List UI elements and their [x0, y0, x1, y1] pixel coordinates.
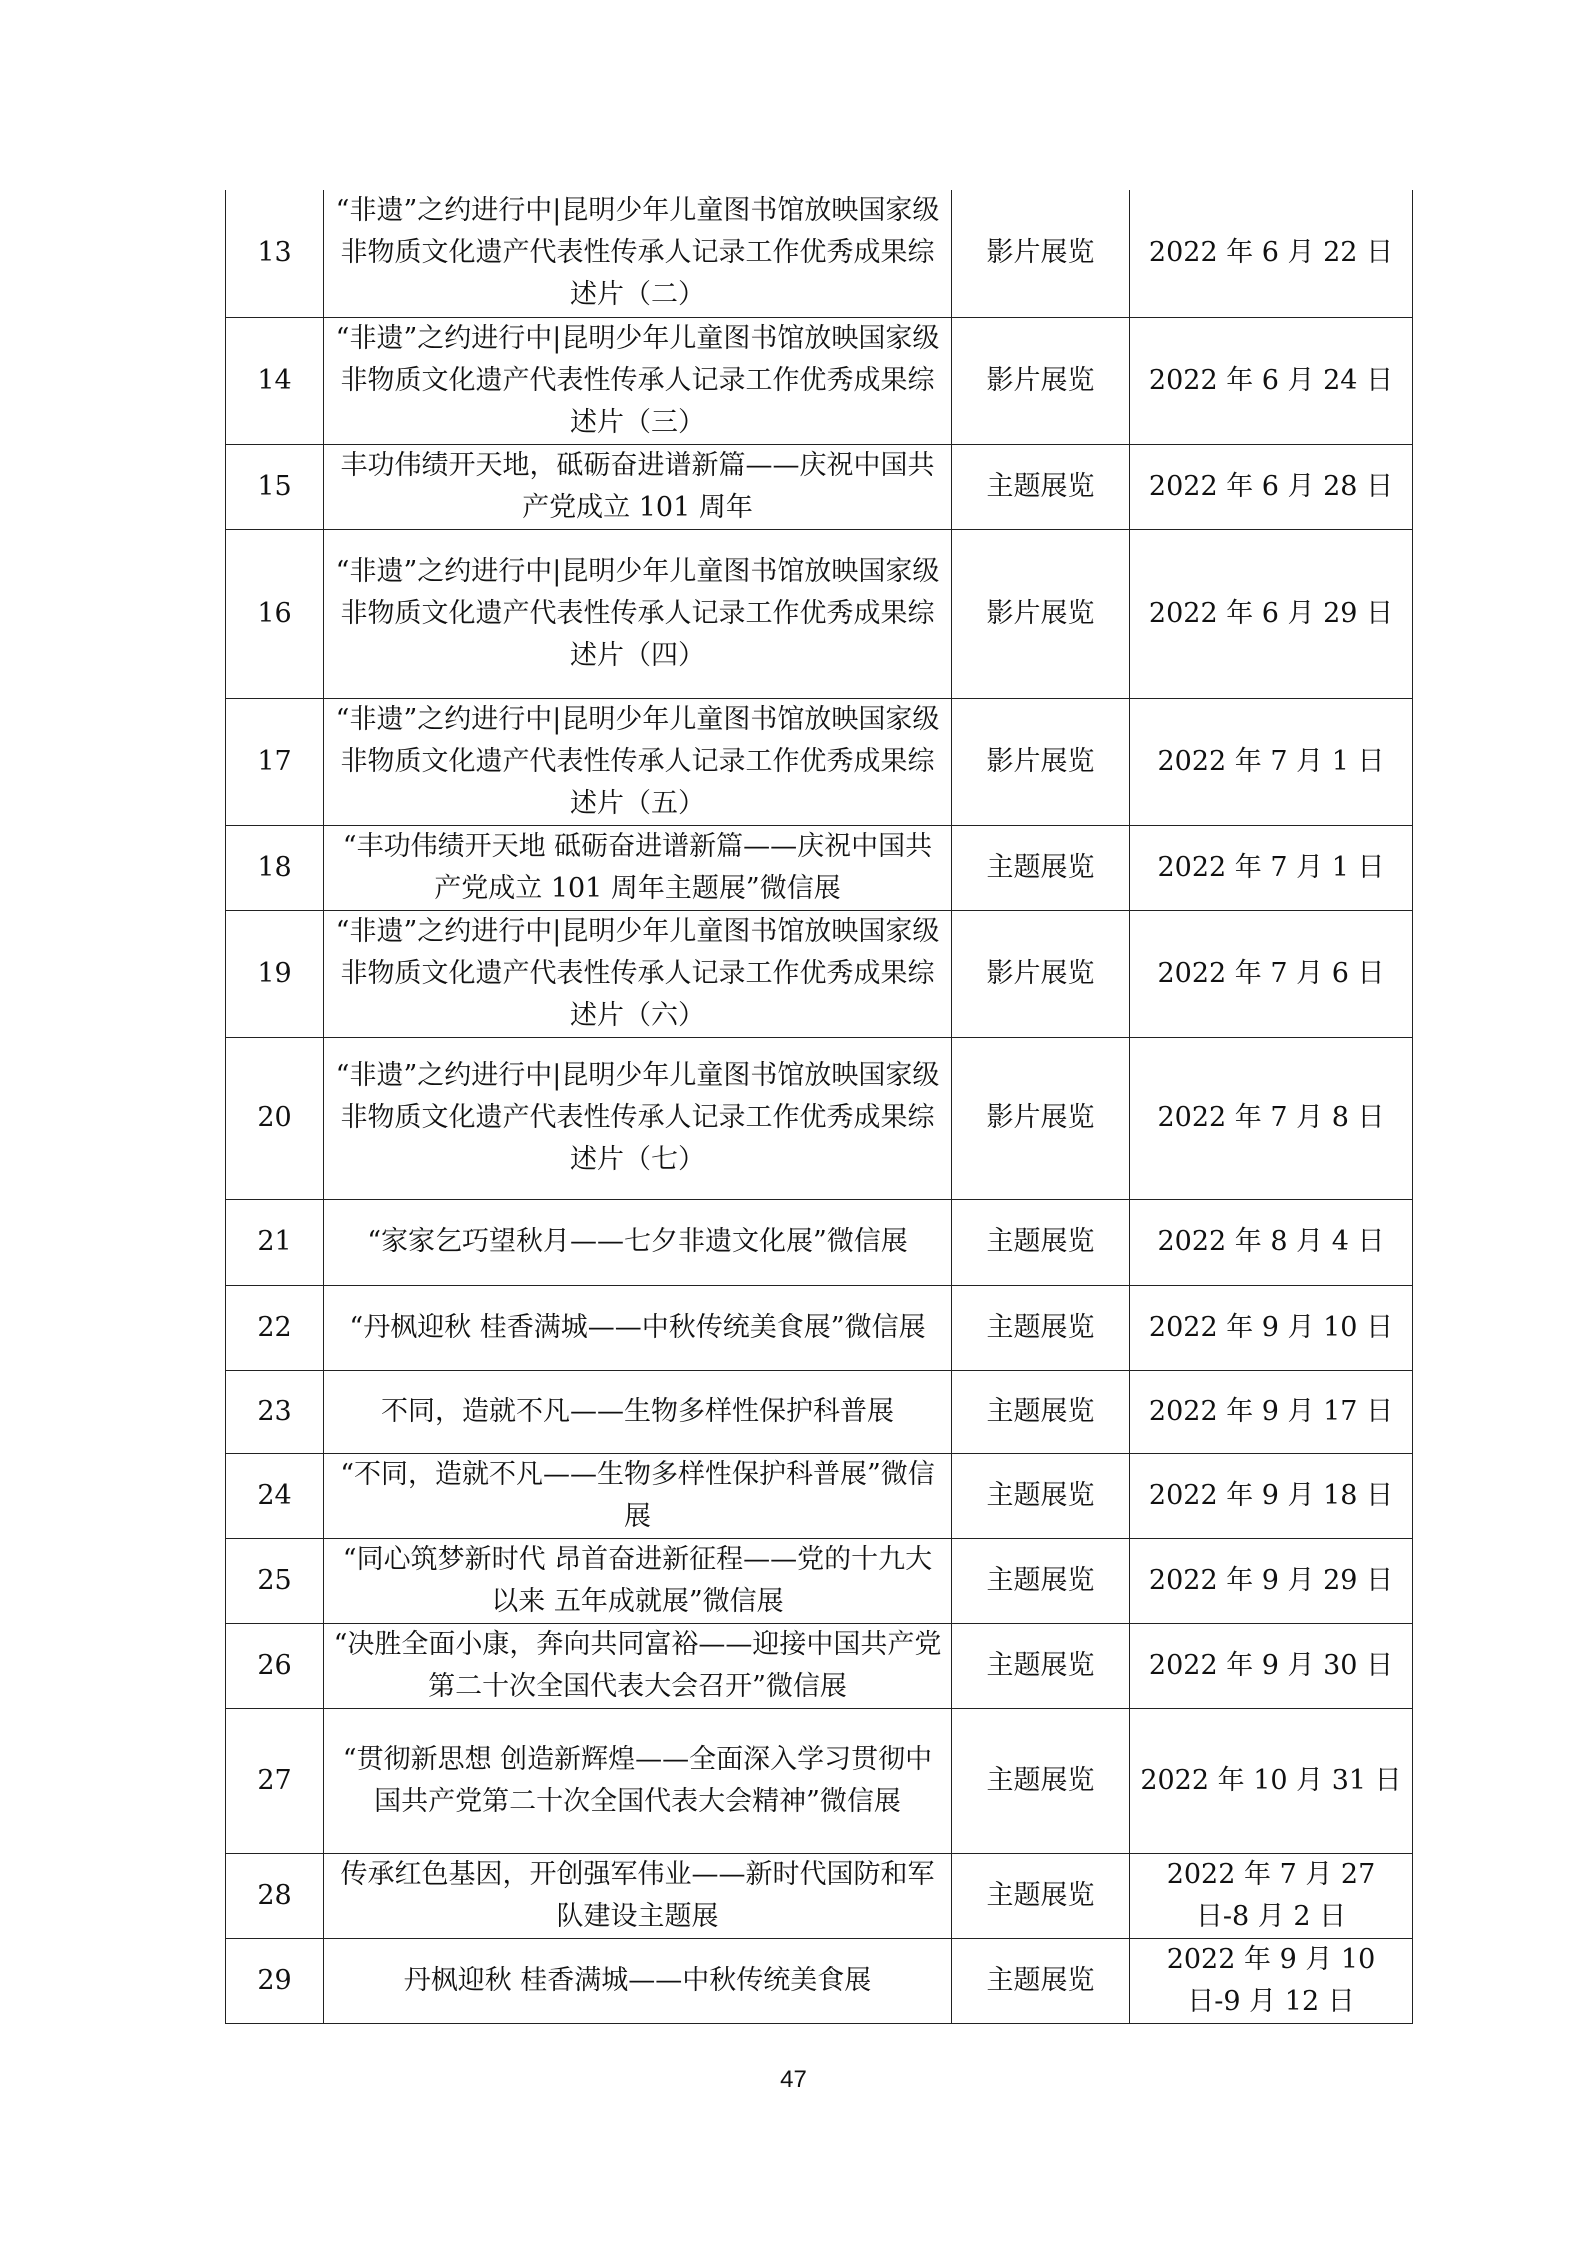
exhibition-title: “非遗”之约进行中|昆明少年儿童图书馆放映国家级非物质文化遗产代表性传承人记录工作优秀成果综述片（五） [324, 698, 952, 825]
exhibition-title: “不同，造就不凡——生物多样性保护科普展”微信展 [324, 1453, 952, 1538]
row-number: 25 [226, 1538, 324, 1623]
exhibition-type: 主题展览 [952, 1853, 1130, 1938]
exhibition-type: 主题展览 [952, 1708, 1130, 1853]
exhibition-date: 2022 年 6 月 24 日 [1130, 317, 1413, 444]
exhibition-date: 2022 年 6 月 29 日 [1130, 529, 1413, 698]
exhibition-type: 主题展览 [952, 1938, 1130, 2023]
exhibition-date: 2022 年 9 月 10 日 [1130, 1285, 1413, 1370]
table-row [226, 1623, 1413, 1708]
table-row [226, 529, 1413, 698]
exhibition-date: 2022 年 9 月 10 日-9 月 12 日 [1130, 1938, 1413, 2023]
exhibition-date: 2022 年 7 月 6 日 [1130, 910, 1413, 1037]
exhibition-title: 不同，造就不凡——生物多样性保护科普展 [324, 1370, 952, 1453]
row-number: 13 [226, 190, 324, 317]
exhibition-date: 2022 年 10 月 31 日 [1130, 1708, 1413, 1853]
exhibition-type: 主题展览 [952, 1623, 1130, 1708]
table-row [226, 825, 1413, 910]
table-row [226, 1453, 1413, 1538]
exhibition-title: “决胜全面小康，奔向共同富裕——迎接中国共产党第二十次全国代表大会召开”微信展 [324, 1623, 952, 1708]
exhibition-title: “非遗”之约进行中|昆明少年儿童图书馆放映国家级非物质文化遗产代表性传承人记录工作优秀成果综述片（二） [324, 190, 952, 317]
exhibition-date: 2022 年 6 月 28 日 [1130, 444, 1413, 529]
row-number: 14 [226, 317, 324, 444]
exhibition-title: “丰功伟绩开天地 砥砺奋进谱新篇——庆祝中国共产党成立 101 周年主题展”微信展 [324, 825, 952, 910]
exhibition-title: “同心筑梦新时代 昂首奋进新征程——党的十九大以来 五年成就展”微信展 [324, 1538, 952, 1623]
row-number: 20 [226, 1037, 324, 1199]
row-number: 22 [226, 1285, 324, 1370]
row-number: 16 [226, 529, 324, 698]
exhibition-title: 传承红色基因，开创强军伟业——新时代国防和军队建设主题展 [324, 1853, 952, 1938]
exhibition-type: 影片展览 [952, 910, 1130, 1037]
table-row [226, 190, 1413, 317]
exhibition-title: “家家乞巧望秋月——七夕非遗文化展”微信展 [324, 1199, 952, 1285]
exhibition-type: 影片展览 [952, 190, 1130, 317]
exhibition-date: 2022 年 6 月 22 日 [1130, 190, 1413, 317]
row-number: 26 [226, 1623, 324, 1708]
exhibition-title: “丹枫迎秋 桂香满城——中秋传统美食展”微信展 [324, 1285, 952, 1370]
table-row [226, 1037, 1413, 1199]
exhibition-type: 主题展览 [952, 1538, 1130, 1623]
exhibition-type: 主题展览 [952, 1453, 1130, 1538]
table-row [226, 1370, 1413, 1453]
exhibition-date: 2022 年 9 月 17 日 [1130, 1370, 1413, 1453]
row-number: 23 [226, 1370, 324, 1453]
exhibition-title: 丰功伟绩开天地，砥砺奋进谱新篇——庆祝中国共产党成立 101 周年 [324, 444, 952, 529]
exhibition-type: 影片展览 [952, 698, 1130, 825]
row-number: 27 [226, 1708, 324, 1853]
page-number: 47 [780, 2066, 807, 2093]
exhibition-table [225, 190, 1413, 2024]
exhibition-type: 主题展览 [952, 1370, 1130, 1453]
row-number: 19 [226, 910, 324, 1037]
exhibition-type: 主题展览 [952, 1199, 1130, 1285]
exhibition-title: 丹枫迎秋 桂香满城——中秋传统美食展 [324, 1938, 952, 2023]
table-row [226, 317, 1413, 444]
table-row [226, 1853, 1413, 1938]
exhibition-title: “非遗”之约进行中|昆明少年儿童图书馆放映国家级非物质文化遗产代表性传承人记录工作优秀成果综述片（七） [324, 1037, 952, 1199]
exhibition-title: “非遗”之约进行中|昆明少年儿童图书馆放映国家级非物质文化遗产代表性传承人记录工作优秀成果综述片（四） [324, 529, 952, 698]
table-row [226, 444, 1413, 529]
table-row [226, 1199, 1413, 1285]
exhibition-title: “贯彻新思想 创造新辉煌——全面深入学习贯彻中国共产党第二十次全国代表大会精神”微信展 [324, 1708, 952, 1853]
exhibition-date: 2022 年 7 月 27 日-8 月 2 日 [1130, 1853, 1413, 1938]
table-row [226, 1708, 1413, 1853]
table-row [226, 910, 1413, 1037]
exhibition-type: 主题展览 [952, 1285, 1130, 1370]
exhibition-date: 2022 年 9 月 30 日 [1130, 1623, 1413, 1708]
exhibition-date: 2022 年 7 月 1 日 [1130, 825, 1413, 910]
row-number: 18 [226, 825, 324, 910]
exhibition-type: 影片展览 [952, 1037, 1130, 1199]
table-row [226, 1538, 1413, 1623]
exhibition-date: 2022 年 7 月 1 日 [1130, 698, 1413, 825]
exhibition-title: “非遗”之约进行中|昆明少年儿童图书馆放映国家级非物质文化遗产代表性传承人记录工作优秀成果综述片（三） [324, 317, 952, 444]
exhibition-date: 2022 年 9 月 29 日 [1130, 1538, 1413, 1623]
exhibition-table-body [226, 190, 1413, 2023]
row-number: 24 [226, 1453, 324, 1538]
row-number: 29 [226, 1938, 324, 2023]
row-number: 28 [226, 1853, 324, 1938]
row-number: 17 [226, 698, 324, 825]
exhibition-date: 2022 年 9 月 18 日 [1130, 1453, 1413, 1538]
row-number: 21 [226, 1199, 324, 1285]
exhibition-type: 影片展览 [952, 529, 1130, 698]
exhibition-title: “非遗”之约进行中|昆明少年儿童图书馆放映国家级非物质文化遗产代表性传承人记录工作优秀成果综述片（六） [324, 910, 952, 1037]
table-row [226, 698, 1413, 825]
table-row [226, 1285, 1413, 1370]
exhibition-date: 2022 年 7 月 8 日 [1130, 1037, 1413, 1199]
row-number: 15 [226, 444, 324, 529]
exhibition-type: 主题展览 [952, 825, 1130, 910]
exhibition-date: 2022 年 8 月 4 日 [1130, 1199, 1413, 1285]
table-row [226, 1938, 1413, 2023]
exhibition-type: 主题展览 [952, 444, 1130, 529]
exhibition-type: 影片展览 [952, 317, 1130, 444]
